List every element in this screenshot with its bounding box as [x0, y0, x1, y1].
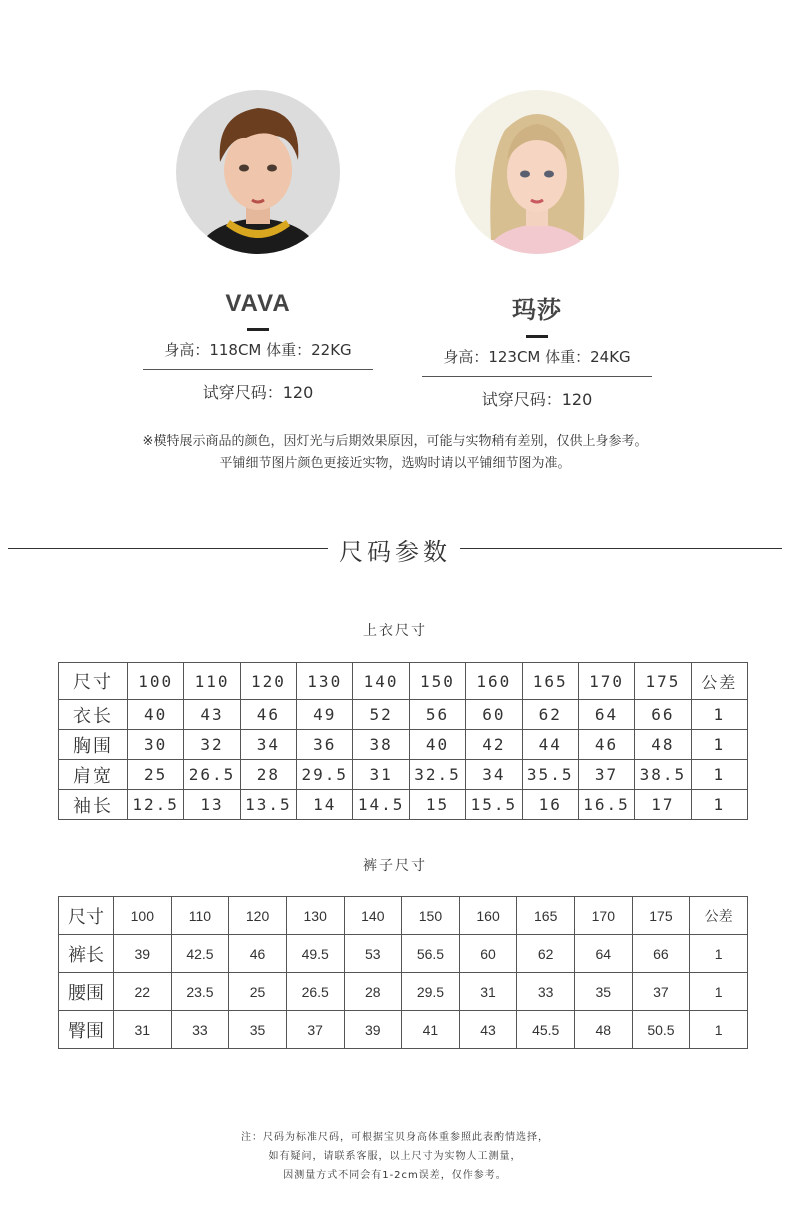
- note-line: 注：尺码为标准尺码，可根据宝贝身高体重参照此表酌情选择，: [241, 1132, 549, 1143]
- table-cell: 公差: [690, 897, 748, 935]
- table-cell: 100: [114, 897, 172, 935]
- table-cell: 26.5: [184, 760, 240, 790]
- table-cell: 120: [229, 897, 287, 935]
- table-cell: 64: [575, 935, 633, 973]
- table-cell: 14.5: [353, 790, 409, 820]
- table-cell: 28: [344, 973, 402, 1011]
- model-tryon-size: 试穿尺码：120: [481, 390, 593, 409]
- color-disclaimer: [0, 431, 790, 475]
- table-cell: 35: [575, 973, 633, 1011]
- table-cell: 17: [635, 790, 691, 820]
- top-size-table: [58, 662, 748, 820]
- table-cell: 40: [128, 700, 184, 730]
- table-cell: 43: [459, 1011, 517, 1049]
- table-cell: 160: [459, 897, 517, 935]
- row-header-cell: 裤长: [59, 935, 114, 973]
- table-row: [59, 973, 748, 1011]
- table-cell: 120: [240, 663, 296, 700]
- table-cell: 16: [522, 790, 578, 820]
- table-cell: 64: [578, 700, 634, 730]
- table-cell: 14: [297, 790, 353, 820]
- table-cell: 130: [297, 663, 353, 700]
- note-line: 因测量方式不同会有1-2cm误差，仅作参考。: [283, 1170, 507, 1181]
- table-cell: 34: [466, 760, 522, 790]
- table-cell: 62: [517, 935, 575, 973]
- table-cell: 1: [690, 935, 748, 973]
- table-cell: 43: [184, 700, 240, 730]
- table-cell: 38: [353, 730, 409, 760]
- table-cell: 22: [114, 973, 172, 1011]
- table-cell: 110: [171, 897, 229, 935]
- table-cell: 49: [297, 700, 353, 730]
- table-cell: 150: [402, 897, 460, 935]
- table-cell: 39: [114, 935, 172, 973]
- table-cell: 34: [240, 730, 296, 760]
- table-cell: 25: [128, 760, 184, 790]
- table-cell: 60: [459, 935, 517, 973]
- table-cell: 32: [184, 730, 240, 760]
- size-params-heading: [0, 530, 790, 566]
- table-cell: 175: [635, 663, 691, 700]
- table-cell: 140: [344, 897, 402, 935]
- table-cell: 1: [691, 730, 747, 760]
- table-cell: 36: [297, 730, 353, 760]
- table-cell: 110: [184, 663, 240, 700]
- row-header-cell: 衣长: [59, 700, 128, 730]
- table-cell: 48: [575, 1011, 633, 1049]
- table-cell: 33: [517, 973, 575, 1011]
- top-size-caption: 上衣尺寸: [363, 623, 427, 639]
- model-avatar-girl: [455, 90, 619, 254]
- table-cell: 37: [286, 1011, 344, 1049]
- row-header-cell: 臀围: [59, 1011, 114, 1049]
- table-cell: 37: [632, 973, 690, 1011]
- table-cell: 1: [691, 760, 747, 790]
- pants-size-table: [58, 896, 748, 1049]
- table-cell: 1: [691, 790, 747, 820]
- model-name: 玛莎: [512, 297, 562, 324]
- name-underline: [247, 328, 269, 331]
- table-cell: 35: [229, 1011, 287, 1049]
- table-cell: 32.5: [409, 760, 465, 790]
- model-card-masha: [417, 90, 657, 410]
- table-cell: 66: [635, 700, 691, 730]
- table-header-row: [59, 897, 748, 935]
- table-cell: 26.5: [286, 973, 344, 1011]
- heading-rule-left: [8, 548, 328, 549]
- table-header-row: [59, 663, 748, 700]
- table-cell: 37: [578, 760, 634, 790]
- table-cell: 16.5: [578, 790, 634, 820]
- table-row: [59, 760, 748, 790]
- model-card-vava: [138, 90, 378, 403]
- heading-rule-right: [460, 548, 782, 549]
- table-cell: 165: [522, 663, 578, 700]
- table-cell: 165: [517, 897, 575, 935]
- table-cell: 60: [466, 700, 522, 730]
- table-cell: 50.5: [632, 1011, 690, 1049]
- row-header-cell: 肩宽: [59, 760, 128, 790]
- table-cell: 160: [466, 663, 522, 700]
- table-cell: 13.5: [240, 790, 296, 820]
- row-header-cell: 尺寸: [59, 897, 114, 935]
- row-header-cell: 尺寸: [59, 663, 128, 700]
- table-cell: 45.5: [517, 1011, 575, 1049]
- table-cell: 44: [522, 730, 578, 760]
- table-cell: 62: [522, 700, 578, 730]
- table-cell: 1: [690, 973, 748, 1011]
- table-cell: 140: [353, 663, 409, 700]
- table-cell: 49.5: [286, 935, 344, 973]
- table-cell: 公差: [691, 663, 747, 700]
- table-cell: 46: [578, 730, 634, 760]
- table-cell: 31: [353, 760, 409, 790]
- table-cell: 150: [409, 663, 465, 700]
- table-cell: 41: [402, 1011, 460, 1049]
- table-cell: 1: [690, 1011, 748, 1049]
- table-cell: 25: [229, 973, 287, 1011]
- name-underline: [526, 335, 548, 338]
- table-cell: 175: [632, 897, 690, 935]
- section-title: 尺码参数: [339, 538, 451, 566]
- table-cell: 28: [240, 760, 296, 790]
- divider: [143, 369, 373, 370]
- table-cell: 53: [344, 935, 402, 973]
- table-cell: 56.5: [402, 935, 460, 973]
- note-line: 如有疑问，请联系客服，以上尺寸为实物人工测量，: [268, 1151, 522, 1162]
- table-cell: 56: [409, 700, 465, 730]
- disclaimer-line: ※模特展示商品的颜色，因灯光与后期效果原因，可能与实物稍有差别，仅供上身参考。: [142, 434, 648, 449]
- table-row: [59, 730, 748, 760]
- model-tryon-size: 试穿尺码：120: [202, 383, 314, 402]
- disclaimer-line: 平铺细节图片颜色更接近实物，选购时请以平铺细节图为准。: [219, 456, 571, 471]
- table-cell: 170: [575, 897, 633, 935]
- divider: [422, 376, 652, 377]
- table-cell: 130: [286, 897, 344, 935]
- table-cell: 13: [184, 790, 240, 820]
- measurement-note: [0, 1128, 790, 1185]
- table-cell: 38.5: [635, 760, 691, 790]
- model-name: VAVA: [225, 290, 291, 317]
- table-cell: 46: [240, 700, 296, 730]
- table-row: [59, 790, 748, 820]
- table-cell: 15: [409, 790, 465, 820]
- row-header-cell: 腰围: [59, 973, 114, 1011]
- table-cell: 12.5: [128, 790, 184, 820]
- row-header-cell: 袖长: [59, 790, 128, 820]
- table-cell: 42: [466, 730, 522, 760]
- pants-size-caption: 裤子尺寸: [363, 858, 427, 874]
- table-cell: 29.5: [297, 760, 353, 790]
- table-cell: 29.5: [402, 973, 460, 1011]
- table-row: [59, 700, 748, 730]
- table-cell: 170: [578, 663, 634, 700]
- model-stats: 身高：118CM 体重：22KG: [164, 341, 352, 359]
- table-cell: 31: [459, 973, 517, 1011]
- table-cell: 52: [353, 700, 409, 730]
- model-stats: 身高：123CM 体重：24KG: [443, 348, 631, 366]
- table-cell: 100: [128, 663, 184, 700]
- table-cell: 42.5: [171, 935, 229, 973]
- table-row: [59, 935, 748, 973]
- table-cell: 33: [171, 1011, 229, 1049]
- table-cell: 66: [632, 935, 690, 973]
- table-cell: 30: [128, 730, 184, 760]
- table-cell: 40: [409, 730, 465, 760]
- table-cell: 35.5: [522, 760, 578, 790]
- table-cell: 46: [229, 935, 287, 973]
- model-avatar-boy: [176, 90, 340, 254]
- row-header-cell: 胸围: [59, 730, 128, 760]
- table-cell: 31: [114, 1011, 172, 1049]
- table-cell: 39: [344, 1011, 402, 1049]
- table-cell: 48: [635, 730, 691, 760]
- table-cell: 15.5: [466, 790, 522, 820]
- table-row: [59, 1011, 748, 1049]
- table-cell: 23.5: [171, 973, 229, 1011]
- table-cell: 1: [691, 700, 747, 730]
